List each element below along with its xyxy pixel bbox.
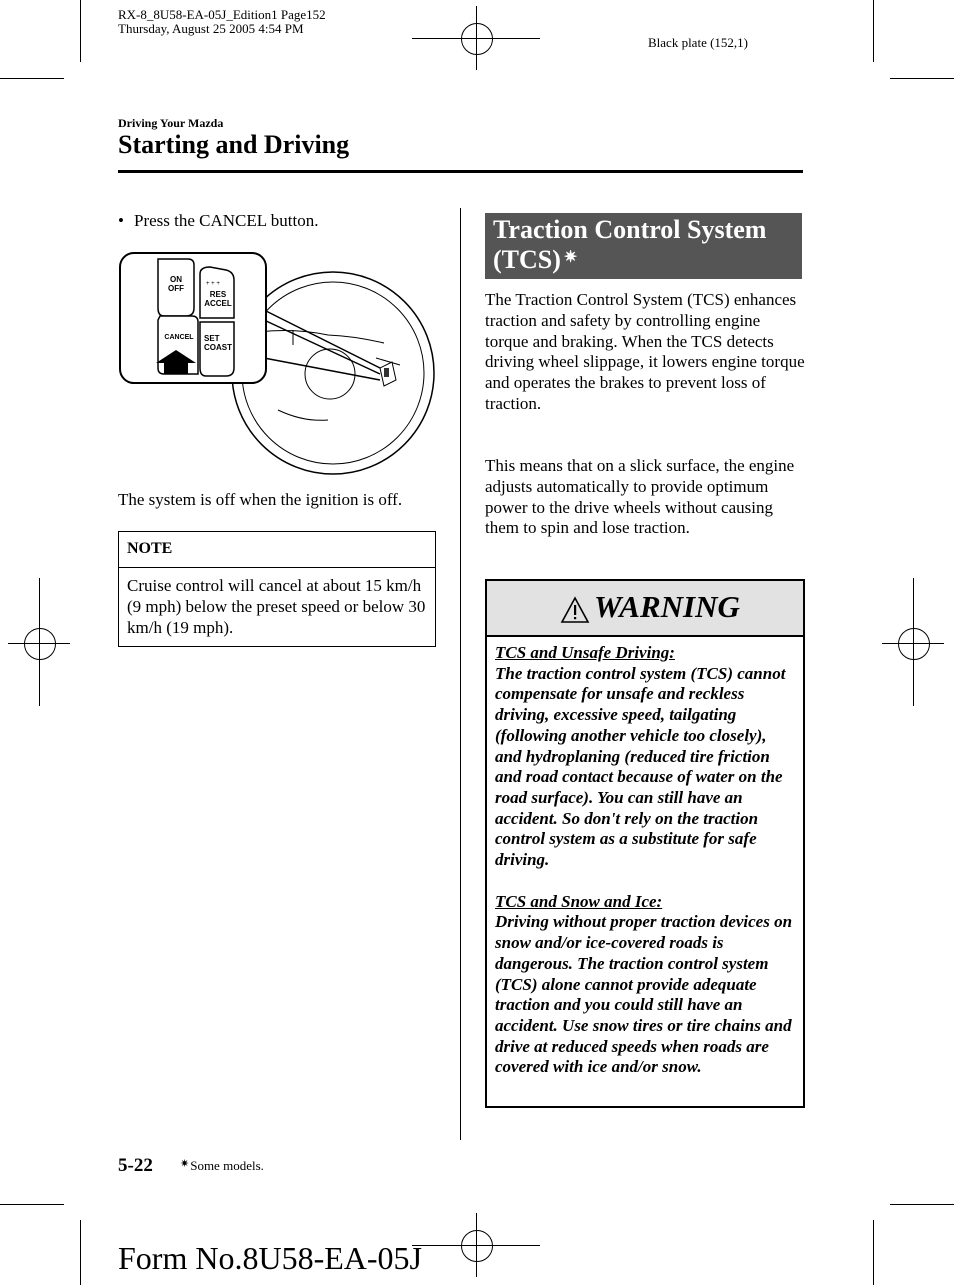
note-box (118, 531, 436, 647)
bullet-item (118, 211, 318, 231)
tcs-heading (485, 213, 802, 279)
form-number: Form No.8U58-EA-05J (118, 1240, 422, 1276)
cancel-button-label: CANCEL (164, 334, 194, 341)
warning-item-text: Driving without proper traction devices on snow and/or ice-covered roads is dangerous. The traction control system (TCS) alone cannot provide adequate traction and you could still have an accident. Use snow tires or tire chains and drive at reduced speeds when roads are covered with ice and/or snow. (495, 912, 793, 1077)
svg-text:+ + +: + + + (206, 281, 220, 287)
chapter-title: Starting and Driving (118, 130, 350, 159)
warning-item-title: TCS and Snow and Ice: (495, 891, 663, 911)
page-number: 5-22 (118, 1155, 153, 1176)
footnote (180, 1158, 264, 1174)
print-info-line2: Thursday, August 25 2005 4:54 PM (118, 21, 304, 36)
warning-label: WARNING (594, 589, 740, 624)
warning-triangle-icon (560, 596, 590, 624)
print-info-line1: RX-8_8U58-EA-05J_Edition1 Page152 (118, 7, 326, 22)
ignition-off-text: The system is off when the ignition is off. (118, 490, 403, 509)
footnote-text: Some models. (190, 1158, 264, 1173)
set-coast-button-label: SET COAST (204, 334, 232, 352)
note-title: NOTE (119, 532, 435, 568)
res-accel-button-label: RES ACCEL (204, 290, 232, 308)
warning-header (487, 581, 803, 637)
plate-label: Black plate (152,1) (648, 35, 748, 50)
bullet-text: Press the CANCEL button. (134, 211, 319, 230)
tcs-heading-line2: (TCS) (493, 245, 561, 274)
tcs-paragraph-1: The Traction Control System (TCS) enhances traction and safety by controlling engine torque and braking. When the TCS detects driving wheel slippage, it lowers engine torque and operates the brakes to prevent loss of traction. (485, 290, 805, 413)
warning-item-text: The traction control system (TCS) cannot compensate for unsafe and reckless driving, excessive speed, tailgating (following another vehicle too closely), and hydroplaning (reduced tire friction and road contact because of water on the road surface). You can still have an accident. So don't rely on the traction control system as a substitute for safe driving. (495, 663, 786, 870)
column-divider (460, 208, 461, 1140)
warning-box (485, 579, 805, 1108)
section-title: Driving Your Mazda (118, 116, 224, 130)
some-models-star-icon: ✷ (563, 249, 578, 266)
tcs-heading-line1: Traction Control System (493, 215, 767, 244)
footnote-star-icon: ✷ (180, 1158, 190, 1170)
tcs-paragraph-2: This means that on a slick surface, the engine adjusts automatically to provide optimum power to the drive wheels without causing them to spin and lose traction. (485, 456, 795, 538)
bullet-marker: • (118, 211, 124, 230)
warning-item-title: TCS and Unsafe Driving: (495, 643, 675, 662)
header-rule (118, 170, 803, 173)
note-text: Cruise control will cancel at about 15 km/h (9 mph) below the preset speed or below 30 km/h (19 mph). (127, 576, 426, 637)
warning-body (487, 637, 803, 1078)
steering-wheel-illustration (118, 250, 438, 487)
print-info (118, 8, 326, 36)
on-off-button-label: ON OFF (168, 275, 184, 293)
